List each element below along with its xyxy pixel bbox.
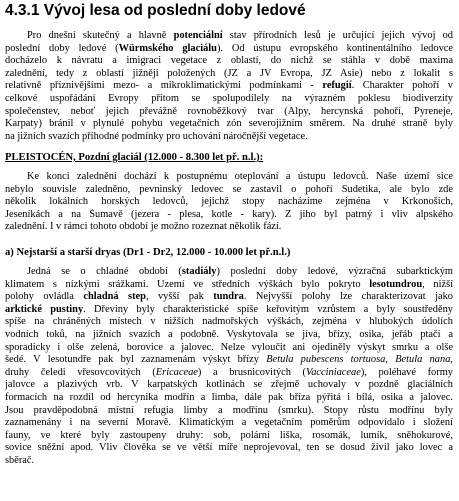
pleistocene-line: Jeseníkách a na Šumavě (jezera - plesa, kotle - kary). Z jiho byl patrný i vliv alpského [5,208,453,220]
section-heading-dryas: a) Nejstarší a starší dryas (Dr1 - Dr2, 12.000 - 10.000 let př.n.l.) [5,247,291,258]
dryas-line: zaznamenány i na severní Moravě. Klimatickým a vegetačním poměrům odpovídalo i složení [5,417,453,429]
pleistocene-line: zalednění. I v rámci tohoto období je možno rozeznat několik fází. [5,221,282,233]
dryas-line: druhy čeledi vřesovcovitých (Ericaceae) a brusnicovitých (Vacciniaceae), poléhavé formy [5,366,453,378]
dryas-line: šedé. V lesotundře pak byl zaznamenám výskyt břízy Betula pubescens tortuosa, Betula nana, [5,354,453,366]
pleistocene-line: Ke konci zalednění dochází k postupnému oteplování a ústupu ledovců. Naše území sice [27,171,453,182]
dryas-paragraph [5,266,453,468]
dryas-line: Jsou pravděpodobná místní refugia limby a modřínu (smrku). Stopy růstu modřínu byly [5,404,453,416]
pleistocene-line: nebylo souvisle zaledněno, pevninský ledovec se zastavil o pohoří Sudetika, ale bylo zde [5,183,453,195]
dryas-line: jalovce a plazivých vrb. V karpatských kotlinách se zřejmě uchovaly v pozdně glaciálních [5,379,453,391]
section-dryas [5,246,453,260]
section-heading-pleistocene: PLEISTOCÉN, Pozdní glaciál (12.000 - 8.300 let př. n.l.): [5,152,264,163]
dryas-line: klimatem s nízkými srážkami. Území ve středních výškách bylo pokryto lesotundrou, nižší [5,278,453,290]
dryas-line: formacích na rozdíl od hercynika modřín a limba, dále pak bříza pýřitá i bílá, osika a jalovec. [5,391,453,403]
intro-line: na jižních svazích příhodné podmínky pro uchování náročnější vegetace. [5,130,308,142]
intro-line: celkové uspořádání Evropy přitom se spolupodílely na výrazném poklesu biodiverzity [5,92,453,104]
dryas-line: sběrač. [5,454,35,466]
intro-line: Karpaty) bránil v plynulé pohybu vegetačních zón severojižním směrem. Na druhé straně byly [5,118,453,130]
dryas-line: vodních toků, na jižních svazích a podobně. Vyskytovala se jíva, břízy, osika, jeřáb ptačí a [5,328,453,340]
dryas-line: arktické pustiny. Dřeviny byly charakteristické spíše keřovitým vzrůstem a byly soustředěny [5,303,453,315]
dryas-line: Jedná se o chladné období (stadiály) poslední doby ledové, výzračná subarktickým [27,266,453,277]
dryas-line: sporadicky i olše zelená, borovice a jalovec. Nelze vyloučit ani ojediněly výskyt smrku a olše [5,341,453,353]
intro-line: společenstev, neboť jejich převážně rovnoběžkový tvar (Alpy, hercynská pohoří, Pyreneje, [5,105,453,117]
intro-line: zalednění, tedy z oblastí jižněji položených (JZ a JV Evropa, JZ Asie) nebo z lokalit s [5,67,453,79]
intro-line: relativně příznivějšími mezo- a mikroklimatickými podmínkami - refugií. Charakter pohoří v [5,80,453,92]
dryas-line: fauny, ve které byly zastoupeny druhy: sob, polární liška, rosomák, lumík, sněhokurové, [5,429,453,441]
intro-line: docházelo k návratu a imigraci vegetace z oblastí, do nichž se stáhla v době maxima [5,55,453,67]
pleistocene-paragraph [5,171,453,234]
dryas-line: polohy ovládla chladná step, vyšší pak tundra. Nejvyšší polohy lze charakterizovat jako [5,291,453,303]
dryas-line: spíše na chráněných místech v nižších nadmořských výškách, zejména v hlubokých údolích [5,316,453,328]
dryas-line: sovice sněžní apod. Vliv člověka se ve větší míře neprojevoval, ten se dosud živil jako lovec a [5,442,453,454]
intro-line: Pro dnešní skutečný a hlavně potenciální stav přírodních lesů je určující jejich vývoj od [27,30,453,41]
pleistocene-line: několik lokálních horských ledovců, jejichž stopy nacházíme zejména v Krkonoších, [5,196,453,208]
page-title: 4.3.1 Vývoj lesa od poslední doby ledové [5,2,306,19]
intro-line: poslední doby ledové (Würmského glaciálu). Od ústupu evropského kontinentálního ledovce [5,42,453,54]
section-pleistocene [5,151,453,165]
intro-paragraph [5,30,453,143]
